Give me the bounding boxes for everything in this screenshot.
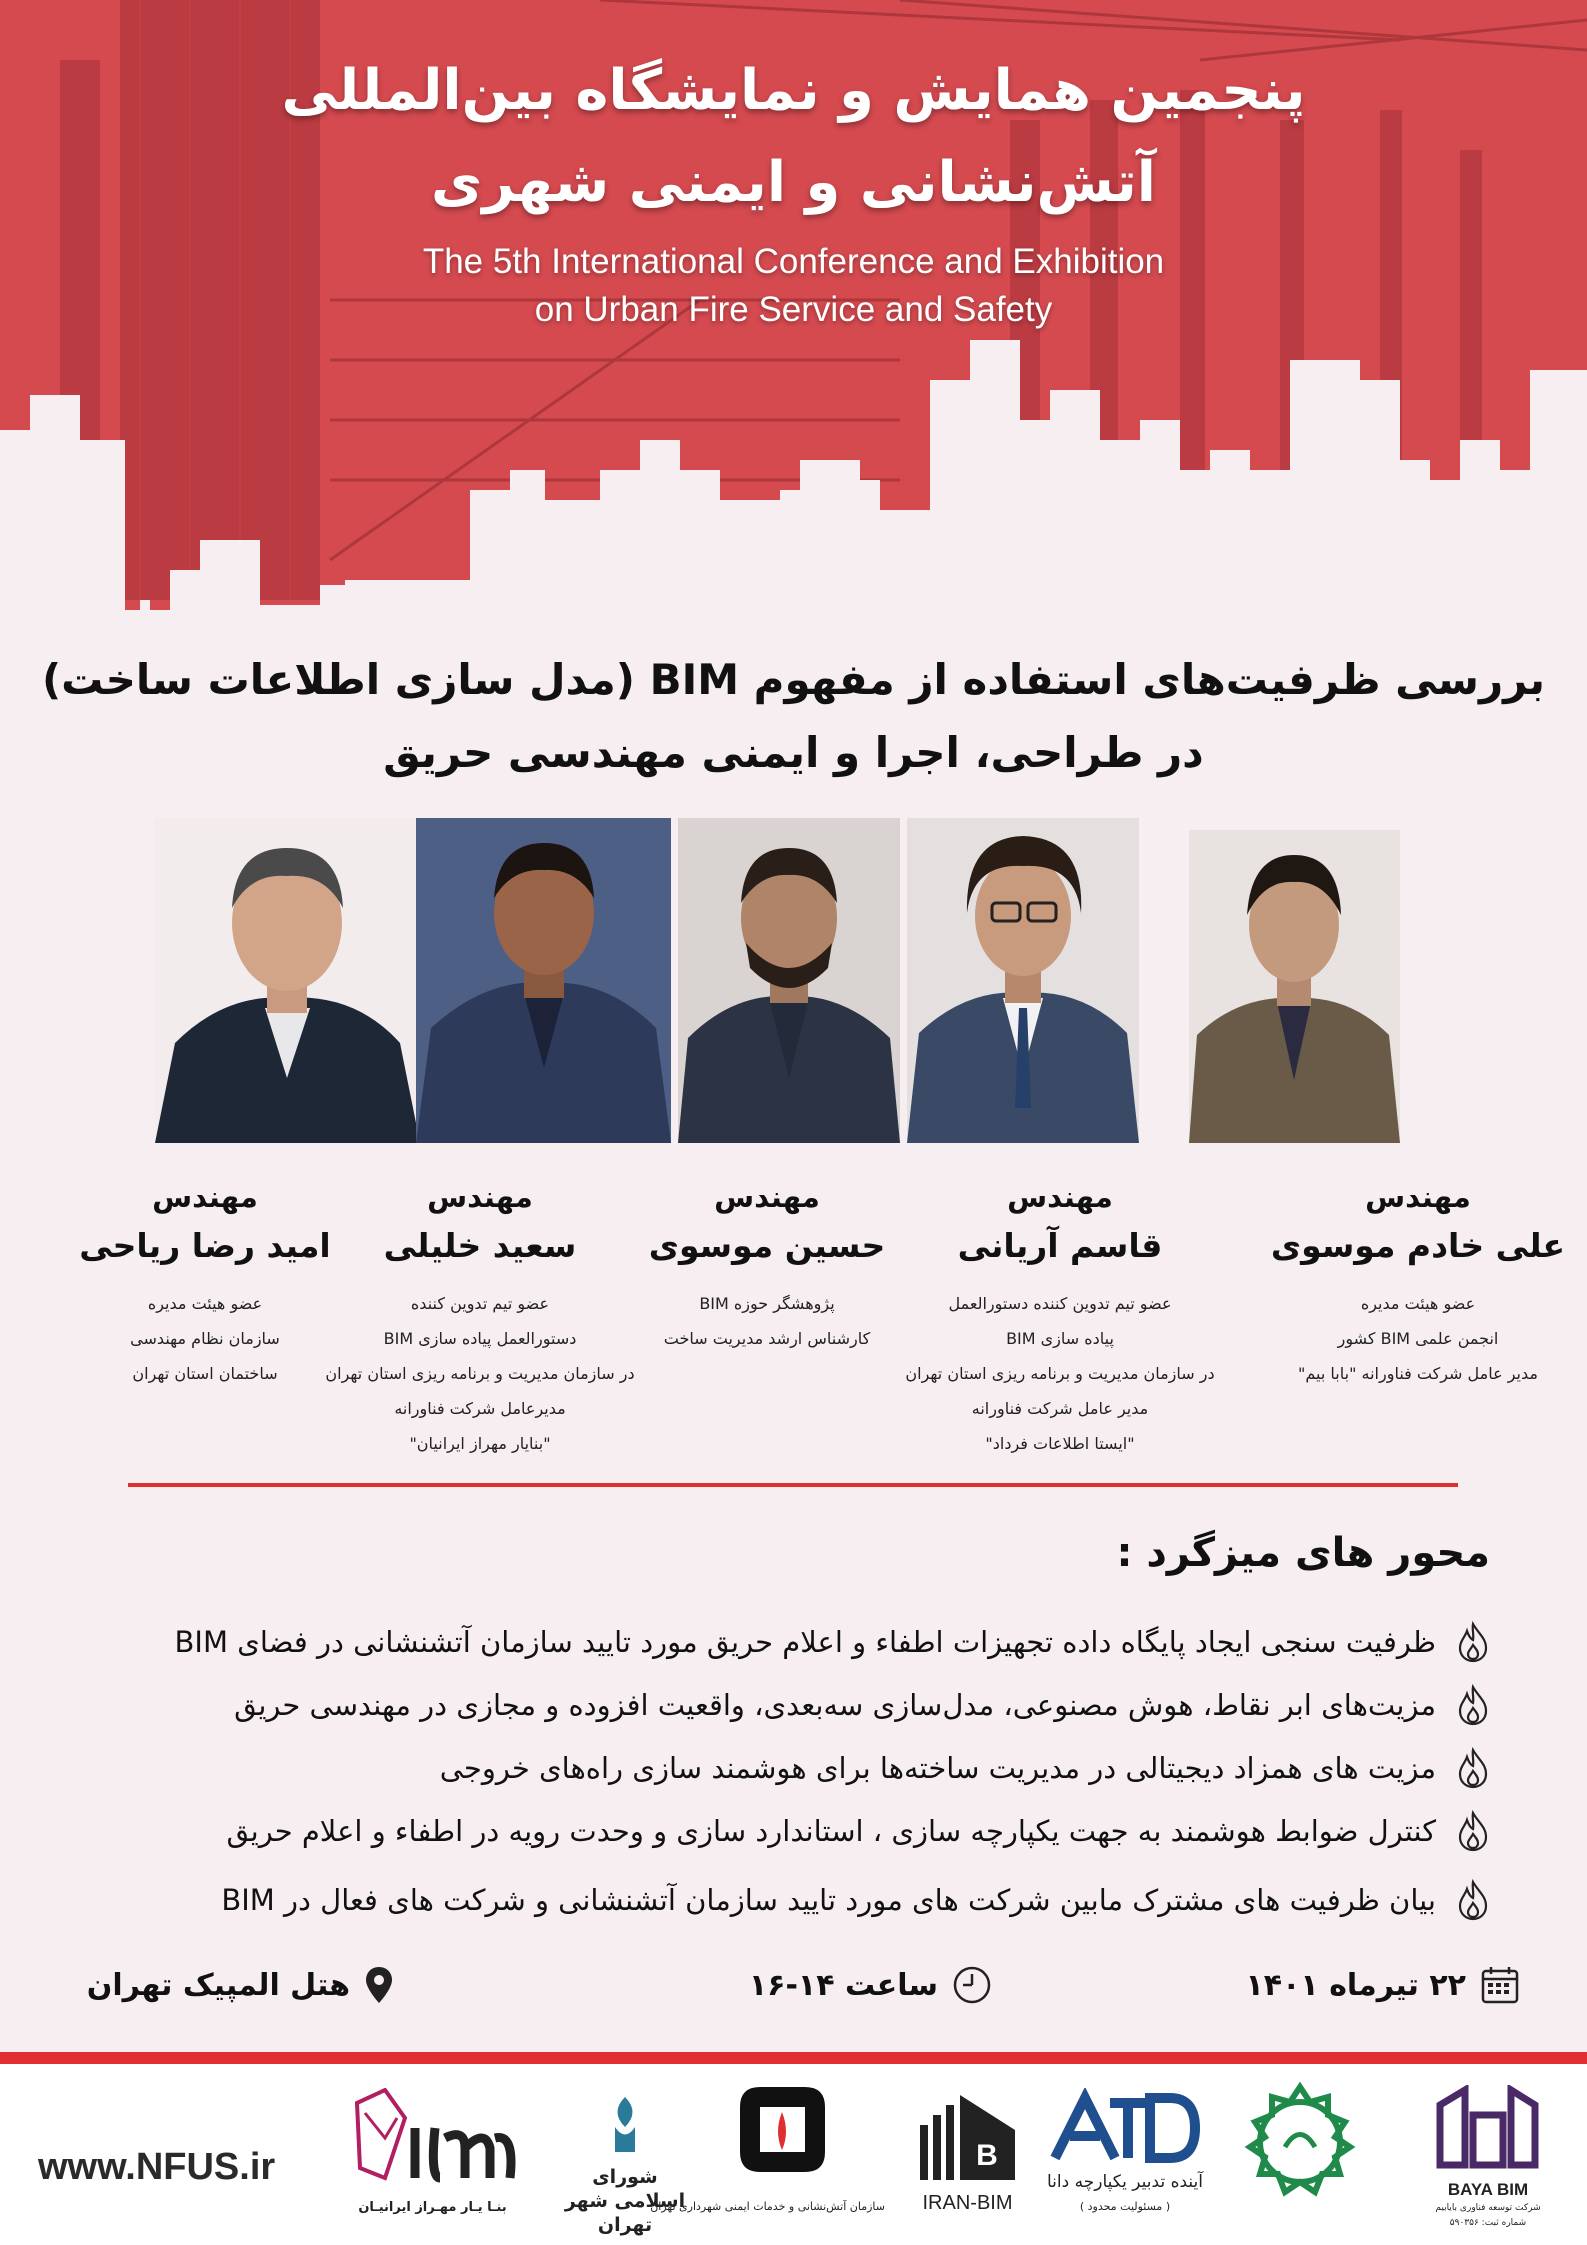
baya-bim-logo xyxy=(1425,2085,1550,2180)
flame-outline-icon xyxy=(1456,1810,1490,1852)
atd-caption: آینده تدبیر یکپارچه دانا xyxy=(1047,2172,1203,2192)
speaker-role: "ایستا اطلاعات فرداد" xyxy=(985,1434,1135,1453)
event-location xyxy=(87,1960,394,2010)
tehran-council-caption: شورای اسلامی شهر تهران xyxy=(564,2166,686,2236)
speaker-role: عضو هیئت مدیره xyxy=(1360,1294,1476,1313)
panel-axes-heading: محور های میزگرد : xyxy=(1116,1530,1490,1576)
banayar-logo xyxy=(345,2088,520,2198)
fire-department-logo xyxy=(730,2082,835,2192)
axis-text: ظرفیت سنجی ایجاد پایگاه داده تجهیزات اطفاء و اعلام حریق مورد تایید سازمان آتشنشانی در فضای BIM xyxy=(174,1625,1436,1659)
website-link[interactable]: www.NFUS.ir xyxy=(38,2146,276,2188)
baya-bim-caption: BAYA BIM xyxy=(1447,2180,1529,2199)
speaker-title: مهندس xyxy=(714,1180,820,1214)
axis-text: کنترل ضوابط هوشمند به جهت یکپارچه سازی ، استاندارد سازی و وحدت رویه در اطفاء و اعلام حریق xyxy=(226,1814,1436,1848)
svg-text:B: B xyxy=(976,2139,998,2172)
speaker-card-khadem xyxy=(1253,1180,1583,1391)
clock-icon xyxy=(952,1965,992,2005)
speaker-name: قاسم آریانی xyxy=(957,1226,1163,1265)
speaker-photo-aryani xyxy=(907,818,1139,1143)
event-time-text: ساعت ۱۴-۱۶ xyxy=(748,1967,938,2003)
flame-outline-icon xyxy=(1456,1621,1490,1663)
conference-title-en-line1: The 5th International Conference and Exhibition xyxy=(422,242,1165,281)
speaker-photo-khalili xyxy=(416,818,671,1143)
baya-bim-registration: شماره ثبت: ۵۹۰۳۵۶ xyxy=(1449,2218,1527,2228)
speaker-role: عضو تیم تدوین کننده دستورالعمل xyxy=(948,1294,1172,1313)
flame-outline-icon xyxy=(1456,1747,1490,1789)
speaker-card-riahi xyxy=(40,1180,370,1391)
speaker-role: مدیر عامل شرکت فناورانه "بابا بیم" xyxy=(1298,1364,1538,1383)
map-pin-icon xyxy=(364,1965,394,2005)
conference-title-fa-line1: پنجمین همایش و نمایشگاه بین‌المللی xyxy=(281,58,1306,123)
event-date xyxy=(1246,1960,1521,2010)
event-time xyxy=(749,1960,992,2010)
calendar-icon xyxy=(1480,1965,1520,2005)
axis-item xyxy=(221,1875,1490,1925)
axis-text: بیان ظرفیت های مشترک مابین شرکت های مورد تایید سازمان آتشنشانی و شرکت های فعال در BIM xyxy=(221,1883,1436,1917)
event-date-text: ۲۲ تیرماه ۱۴۰۱ xyxy=(1245,1967,1466,2003)
speaker-photo-mousavi xyxy=(678,818,900,1143)
speaker-name: امید رضا ریاحی xyxy=(79,1226,331,1265)
speaker-card-mousavi xyxy=(602,1180,932,1356)
speaker-role: مدیرعامل شرکت فناورانه xyxy=(394,1399,566,1418)
speaker-role: در سازمان مدیریت و برنامه ریزی استان تهران xyxy=(325,1364,635,1383)
speaker-name: سعید خلیلی xyxy=(383,1226,577,1265)
speaker-role: کارشناس ارشد مدیریت ساخت xyxy=(663,1329,871,1348)
axis-text: مزیت های همزاد دیجیتالی در مدیریت ساخته‌ها برای هوشمند سازی راه‌های خروجی xyxy=(439,1751,1436,1785)
speaker-photo-khadem xyxy=(1189,830,1400,1155)
speaker-role: عضو هیئت مدیره xyxy=(147,1294,263,1313)
panel-topic-line2: در طراحی، اجرا و ایمنی مهندسی حریق xyxy=(383,728,1204,777)
speaker-photo-riahi xyxy=(155,818,420,1143)
speaker-role: "بنایار مهراز ایرانیان" xyxy=(409,1434,551,1453)
speaker-role: انجمن علمی BIM کشور xyxy=(1337,1329,1499,1348)
flame-outline-icon xyxy=(1456,1684,1490,1726)
speaker-role: پیاده سازی BIM xyxy=(1006,1329,1114,1348)
atd-logo xyxy=(1050,2088,1200,2168)
flame-outline-icon xyxy=(1456,1879,1490,1921)
speaker-role: ساختمان استان تهران xyxy=(132,1364,278,1383)
axis-text: مزیت‌های ابر نقاط، هوش مصنوعی، مدل‌سازی سه‌بعدی، واقعیت افزوده و مجازی در مهندسی حریق xyxy=(234,1688,1436,1722)
baya-bim-subcaption: شرکت توسعه فناوری بایابیم xyxy=(1435,2203,1541,2213)
speaker-title: مهندس xyxy=(1365,1180,1471,1214)
banayar-caption: بنـا یـار مهـراز ایرانیـان xyxy=(358,2200,507,2215)
speaker-photos-strip xyxy=(155,818,1400,1143)
speaker-role: دستورالعمل پیاده سازی BIM xyxy=(383,1329,577,1348)
panel-topic-line1: بررسی ظرفیت‌های استفاده از مفهوم BIM (مدل سازی اطلاعات ساخت) xyxy=(41,655,1546,704)
atd-subcaption: ( مسئولیت محدود ) xyxy=(1079,2200,1171,2213)
speaker-role: عضو تیم تدوین کننده xyxy=(410,1294,550,1313)
speaker-role: در سازمان مدیریت و برنامه ریزی استان تهران xyxy=(905,1364,1215,1383)
speaker-role: پژوهشگر حوزه BIM xyxy=(699,1294,835,1313)
speaker-name: علی خادم موسوی xyxy=(1270,1226,1566,1265)
speaker-role: سازمان نظام مهندسی xyxy=(130,1329,280,1348)
iran-bim-logo xyxy=(915,2090,1020,2185)
axis-item xyxy=(226,1806,1490,1856)
speaker-title: مهندس xyxy=(152,1180,258,1214)
tehran-municipality-logo xyxy=(1240,2082,1360,2202)
axis-item xyxy=(440,1743,1490,1793)
tehran-council-logo xyxy=(570,2092,680,2162)
fire-department-caption: سازمان آتش‌نشانی و خدمات ایمنی شهرداری تهران xyxy=(650,2200,885,2213)
conference-title-fa-line2: آتش‌نشانی و ایمنی شهری xyxy=(431,150,1156,215)
conference-title-en-line2: on Urban Fire Service and Safety xyxy=(534,290,1053,329)
speaker-name: حسین موسوی xyxy=(648,1226,886,1265)
speaker-title: مهندس xyxy=(1007,1180,1113,1214)
axis-item xyxy=(175,1617,1491,1667)
speaker-role: مدیر عامل شرکت فناورانه xyxy=(971,1399,1149,1418)
section-divider xyxy=(128,1483,1458,1487)
speaker-card-aryani xyxy=(895,1180,1225,1461)
event-location-text: هتل المپیک تهران xyxy=(86,1967,350,2003)
speaker-title: مهندس xyxy=(427,1180,533,1214)
axis-item xyxy=(234,1680,1490,1730)
iran-bim-caption: IRAN-BIM xyxy=(922,2192,1013,2214)
header-banner xyxy=(0,0,1587,660)
footer-red-bar xyxy=(0,2052,1587,2064)
